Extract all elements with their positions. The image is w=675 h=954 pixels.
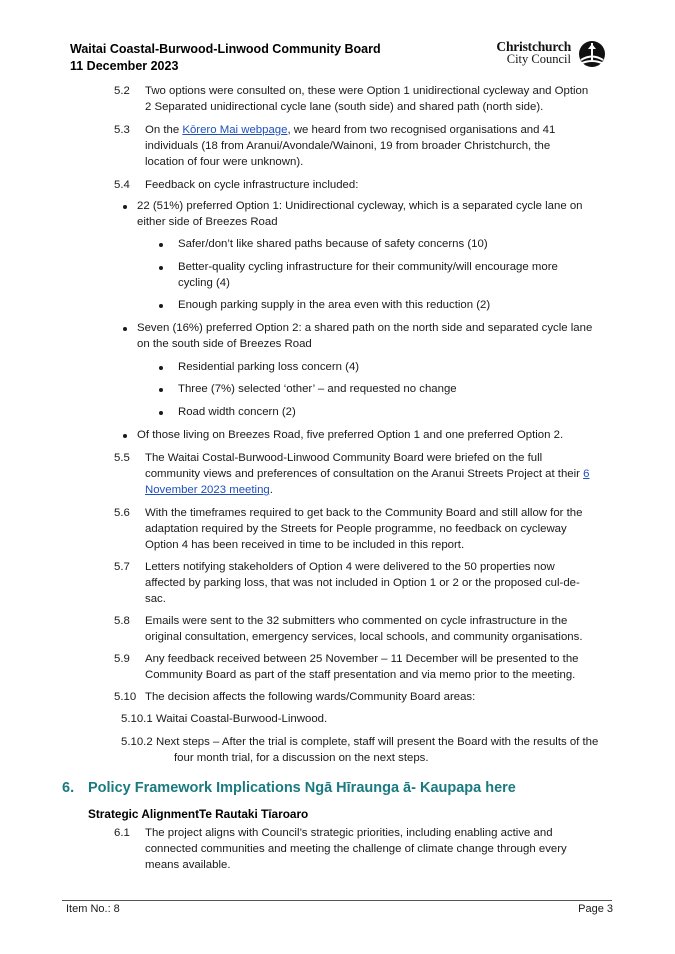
text-line: Seven (16%) preferred Option 2: a shared path on the north side and separated cycle lane bbox=[137, 322, 593, 334]
bullet-icon bbox=[123, 327, 127, 331]
text-line: The project aligns with Council’s strategic priorities, including enabling active and bbox=[145, 827, 553, 839]
meeting-date: 11 December 2023 bbox=[70, 59, 179, 73]
section-number: 6. bbox=[62, 780, 75, 796]
text-fragment: , we heard from two recognised organisations and 41 bbox=[287, 124, 556, 136]
footer-page-number: Page 3 bbox=[578, 903, 613, 915]
text-line: Better-quality cycling infrastructure for their community/will encourage more bbox=[178, 261, 558, 273]
logo-text bbox=[496, 40, 571, 66]
text-line: adaptation required by the Streets for People programme, no feedback on cycleway bbox=[145, 523, 567, 536]
bullet-icon bbox=[159, 266, 163, 270]
text-line: original consultation, emergency services, local schools, and community organisations. bbox=[145, 631, 583, 644]
text-line: Waitai Coastal-Burwood-Linwood. bbox=[156, 713, 328, 725]
para-5-8 bbox=[145, 613, 583, 645]
text-line: four month trial, for a discussion on the next steps. bbox=[174, 752, 429, 765]
para-5-10-number: 5.10 bbox=[114, 691, 137, 703]
board-name: Waitai Coastal-Burwood-Linwood Community Board bbox=[70, 42, 381, 56]
sub-bullet-parking-loss bbox=[178, 359, 359, 375]
bullet-breezes-residents bbox=[137, 427, 563, 443]
text-line: Option 4 has been received in time to be included in this report. bbox=[145, 539, 465, 552]
text-line bbox=[145, 466, 589, 482]
text-line: Two options were consulted on, these were Option 1 unidirectional cycleway and Option bbox=[145, 85, 589, 97]
para-5-10 bbox=[145, 689, 475, 705]
text-line: Community Board as part of the staff presentation and via memo prior to the meeting. bbox=[145, 669, 576, 682]
sub-bullet-parking-supply bbox=[178, 297, 490, 313]
para-5-7-number: 5.7 bbox=[114, 561, 130, 573]
bullet-icon bbox=[123, 434, 127, 438]
text-line: Letters notifying stakeholders of Option 4 were delivered to the 50 properties now bbox=[145, 561, 555, 573]
logo-line2: City Council bbox=[506, 52, 571, 66]
para-5-10-1 bbox=[156, 711, 327, 727]
para-5-3 bbox=[145, 122, 555, 171]
council-logo bbox=[497, 40, 609, 70]
text-line: Enough parking supply in the area even with this reduction (2) bbox=[178, 299, 491, 311]
para-5-10-1-number: 5.10.1 bbox=[121, 713, 153, 725]
text-line bbox=[145, 482, 589, 498]
footer-divider bbox=[62, 900, 612, 901]
text-fragment: On the bbox=[145, 124, 183, 136]
para-5-10-2-number: 5.10.2 bbox=[121, 736, 153, 748]
text-line: Of those living on Breezes Road, five preferred Option 1 and one preferred Option 2. bbox=[137, 429, 564, 441]
text-line: The decision affects the following wards/Community Board areas: bbox=[145, 691, 476, 703]
para-6-1-number: 6.1 bbox=[114, 827, 130, 839]
korero-mai-link[interactable]: Kōrero Mai webpage bbox=[182, 124, 288, 136]
text-line: sac. bbox=[145, 593, 166, 606]
para-5-2 bbox=[145, 83, 588, 115]
text-line: location of four were unknown). bbox=[145, 156, 304, 169]
text-line: either side of Breezes Road bbox=[137, 216, 278, 229]
text-line: 2 Separated unidirectional cycle lane (south side) and shared path (north side). bbox=[145, 101, 544, 114]
text-line: With the timeframes required to get back to the Community Board and still allow for the bbox=[145, 507, 583, 519]
para-5-9 bbox=[145, 651, 579, 683]
text-line: on the south side of Breezes Road bbox=[137, 338, 312, 351]
para-5-9-number: 5.9 bbox=[114, 653, 130, 665]
text-line: Feedback on cycle infrastructure included: bbox=[145, 179, 359, 191]
text-line: Next steps – After the trial is complete, staff will present the Board with the results of the bbox=[156, 736, 599, 748]
bullet-icon bbox=[159, 243, 163, 247]
para-5-6-number: 5.6 bbox=[114, 507, 130, 519]
header-title bbox=[70, 41, 381, 75]
text-line: Residential parking loss concern (4) bbox=[178, 361, 360, 373]
bullet-icon bbox=[123, 205, 127, 209]
council-emblem-icon bbox=[575, 40, 609, 70]
para-6-1 bbox=[145, 825, 567, 874]
bullet-icon bbox=[159, 304, 163, 308]
section-6-heading bbox=[62, 778, 516, 798]
text-fragment: . bbox=[269, 484, 273, 497]
text-line: The Waitai Costal-Burwood-Linwood Community Board were briefed on the full bbox=[145, 452, 543, 464]
meeting-link-part1[interactable]: 6 bbox=[583, 468, 590, 481]
text-line: cycling (4) bbox=[178, 277, 230, 290]
para-5-4-number: 5.4 bbox=[114, 179, 130, 191]
text-line: Safer/don’t like shared paths because of safety concerns (10) bbox=[178, 238, 488, 250]
bullet-icon bbox=[159, 366, 163, 370]
para-5-2-number: 5.2 bbox=[114, 85, 130, 97]
strategic-alignment-subheading: Strategic AlignmentTe Rautaki Tīaroaro bbox=[88, 807, 309, 821]
text-line bbox=[145, 122, 555, 138]
section-title: Policy Framework Implications Ngā Hīraunga ā- Kaupapa here bbox=[88, 780, 516, 796]
footer-item-number: Item No.: 8 bbox=[66, 903, 120, 915]
bullet-option-1 bbox=[137, 198, 583, 230]
para-5-10-2 bbox=[156, 734, 598, 766]
bullet-icon bbox=[159, 411, 163, 415]
text-line: means available. bbox=[145, 859, 231, 872]
sub-bullet-road-width bbox=[178, 404, 296, 420]
sub-bullet-better-quality bbox=[178, 259, 558, 291]
text-line: connected communities and meeting the challenge of climate change through every bbox=[145, 843, 567, 856]
para-5-7 bbox=[145, 559, 580, 608]
para-5-5-number: 5.5 bbox=[114, 452, 130, 464]
bullet-icon bbox=[159, 388, 163, 392]
text-line: Road width concern (2) bbox=[178, 406, 296, 418]
text-line: 22 (51%) preferred Option 1: Unidirectional cycleway, which is a separated cycle lane on bbox=[137, 200, 583, 212]
text-fragment: community views and preferences of consultation on the Aranui Streets Project at their bbox=[145, 468, 580, 481]
meeting-link-part2[interactable]: November 2023 meeting bbox=[145, 484, 270, 497]
sub-bullet-safer bbox=[178, 236, 488, 252]
para-5-8-number: 5.8 bbox=[114, 615, 130, 627]
text-line: Emails were sent to the 32 submitters who commented on cycle infrastructure in the bbox=[145, 615, 568, 627]
logo-line1: Christchurch bbox=[496, 39, 571, 54]
bullet-option-2 bbox=[137, 320, 592, 352]
para-5-4 bbox=[145, 177, 358, 193]
text-line: individuals (18 from Aranui/Avondale/Wainoni, 19 from broader Christchurch, the bbox=[145, 140, 551, 153]
text-line: affected by parking loss, that was not included in Option 1 or 2 or the proposed cul-de- bbox=[145, 577, 580, 590]
para-5-6 bbox=[145, 505, 582, 554]
sub-bullet-other bbox=[178, 381, 457, 397]
para-5-3-number: 5.3 bbox=[114, 124, 130, 136]
text-line: Three (7%) selected ‘other’ – and requested no change bbox=[178, 383, 457, 395]
para-5-5 bbox=[145, 450, 589, 499]
text-line: Any feedback received between 25 November – 11 December will be presented to the bbox=[145, 653, 579, 665]
